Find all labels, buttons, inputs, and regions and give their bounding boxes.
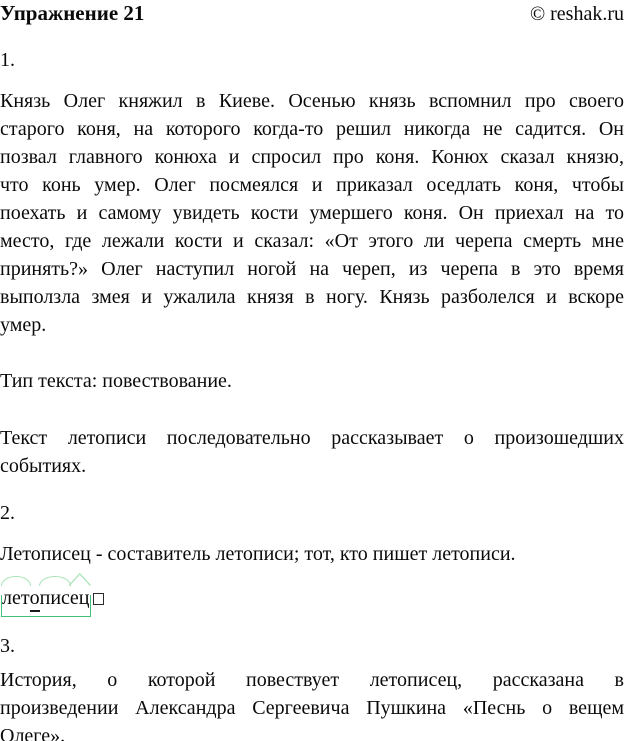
page-title: Упражнение 21 [0, 1, 145, 25]
morpheme-suffix [70, 586, 90, 610]
morpheme-root-1 [2, 586, 30, 610]
story-line: выползла змея и ужалила князя в ногу. Князь разболелся и вскоре [0, 286, 624, 308]
root-1-text: лет [2, 587, 30, 609]
root-arc-icon [1, 576, 31, 586]
word-analysis [0, 569, 624, 617]
conclusion-line: Текст летописи последовательно рассказывает о произошедших [0, 427, 624, 449]
conclusion-paragraph [0, 424, 624, 480]
suffix-text: ец [69, 587, 90, 609]
story-line: старого коня, на которого когда-то решил никогда не садится. Он [0, 118, 624, 140]
story-paragraph [0, 87, 624, 339]
story-line: Князь Олег княжил в Киеве. Осенью князь вспомнил про своего [0, 90, 624, 112]
connecting-vowel-text: о [30, 587, 40, 612]
root-2-text: пис [39, 587, 70, 609]
morpheme-root-2 [40, 586, 70, 610]
story-line: место, где лежали кости и сказал: «От этого ли черепа смерть мне [0, 230, 624, 252]
zero-ending-icon [93, 593, 104, 605]
conclusion-line: событиях. [0, 455, 87, 477]
header [0, 0, 624, 27]
morpheme-connecting-vowel [30, 586, 40, 610]
answer-line: История, о которой повествует летописец, рассказана в [0, 669, 624, 691]
text-type-line: Тип текста: повествование. [0, 370, 232, 392]
item-1-number: 1. [0, 49, 15, 71]
story-line: умер. [0, 314, 47, 336]
answer-paragraph [0, 666, 624, 741]
story-line: поехать и самому увидеть кости умершего коня. Он приехал на то [0, 202, 624, 224]
copyright-watermark: © reshak.ru [529, 3, 624, 25]
item-2-number: 2. [0, 502, 15, 524]
story-line: принять?» Олег наступил ногой на череп, из черепа в это время [0, 258, 624, 280]
story-line: позвал главного конюха и спросил про коня. Конюх сказал князю, [0, 146, 624, 168]
suffix-caret-icon [68, 573, 92, 586]
word-stem [1, 586, 91, 610]
story-line: что конь умер. Олег посмеялся и приказал оседлать коня, чтобы [0, 174, 624, 196]
item-3-number: 3. [0, 635, 15, 657]
answer-line: произведении Александра Сергеевича Пушкина «Песнь о вещем [0, 697, 624, 719]
root-arc-icon [39, 576, 71, 586]
definition-line: Летописец - составитель летописи; тот, кто пишет летописи. [0, 543, 516, 565]
answer-line: Олеге». [0, 725, 66, 741]
